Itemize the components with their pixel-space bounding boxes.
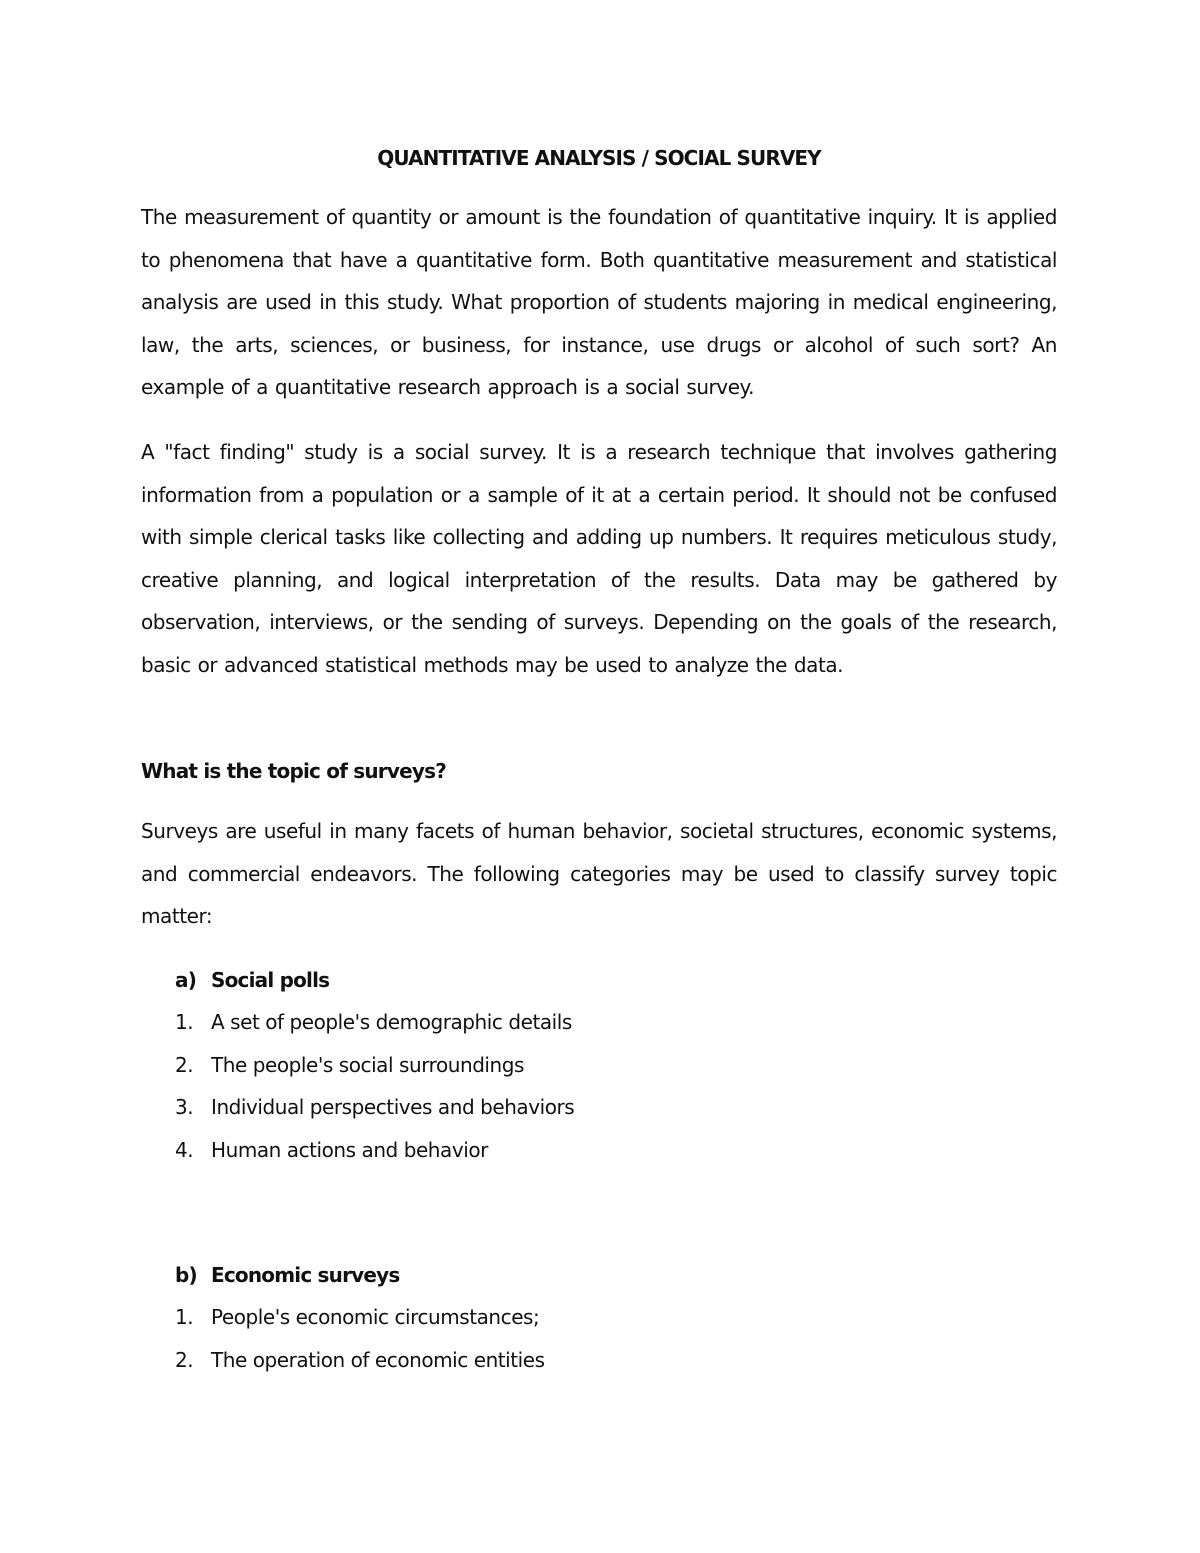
list-item: [175, 1006, 574, 1049]
list-number: 2.: [175, 1347, 194, 1372]
list-item: [175, 1301, 545, 1344]
list-number: 3.: [175, 1095, 194, 1119]
list-item: [175, 1134, 574, 1177]
category-label: Economic surveys: [211, 1263, 400, 1287]
category-marker: b): [175, 1263, 197, 1287]
social-polls-list: [175, 1006, 574, 1176]
list-item: [175, 1344, 545, 1387]
document-title: QUANTITATIVE ANALYSIS / SOCIAL SURVEY: [377, 146, 821, 170]
list-number: 4.: [175, 1137, 194, 1162]
list-item: [175, 1049, 574, 1092]
economic-surveys-list: [175, 1301, 545, 1386]
intro-paragraph: The measurement of quantity or amount is the foundation of quantitative inquiry. It is applied to phenomena that have a quantitative form. Both quantitative measurement and statistical analysis are used in this study. What proportion of students majoring in medical engineering, law, the arts, sciences, or business, for instance, use drugs or alcohol of such sort? An example of a quantitative research approach is a social survey.: [141, 205, 1057, 400]
list-item-text: Individual perspectives and behaviors: [211, 1095, 575, 1119]
list-number: 1.: [175, 1010, 194, 1034]
category-label: Social polls: [211, 968, 330, 992]
list-number: 2.: [175, 1052, 194, 1077]
category-marker: a): [175, 968, 197, 992]
list-item-text: Human actions and behavior: [211, 1137, 488, 1162]
list-item-text: A set of people's demographic details: [211, 1010, 572, 1034]
list-item: [175, 1091, 574, 1134]
list-item-text: The people's social surroundings: [211, 1052, 524, 1077]
section-paragraph: Surveys are useful in many facets of human behavior, societal structures, economic systems, and commercial endeavors. The following categories may be used to classify survey topic matter:: [141, 819, 1057, 929]
social-survey-paragraph: A "fact finding" study is a social survey. It is a research technique that involves gathering information from a population or a sample of it at a certain period. It should not be confused with simple clerical tasks like collecting and adding up numbers. It requires meticulous study, creative planning, and logical interpretation of the results. Data may be gathered by observation, interviews, or the sending of surveys. Depending on the goals of the research, basic or advanced statistical methods may be used to analyze the data.: [141, 440, 1057, 677]
list-number: 1.: [175, 1305, 194, 1329]
category-heading-social-polls: [175, 964, 329, 996]
category-heading-economic-surveys: [175, 1259, 400, 1291]
list-item-text: The operation of economic entities: [211, 1347, 545, 1372]
document-page: [141, 0, 1057, 1553]
list-item-text: People's economic circumstances;: [211, 1305, 540, 1329]
section-heading: What is the topic of surveys?: [141, 759, 447, 783]
